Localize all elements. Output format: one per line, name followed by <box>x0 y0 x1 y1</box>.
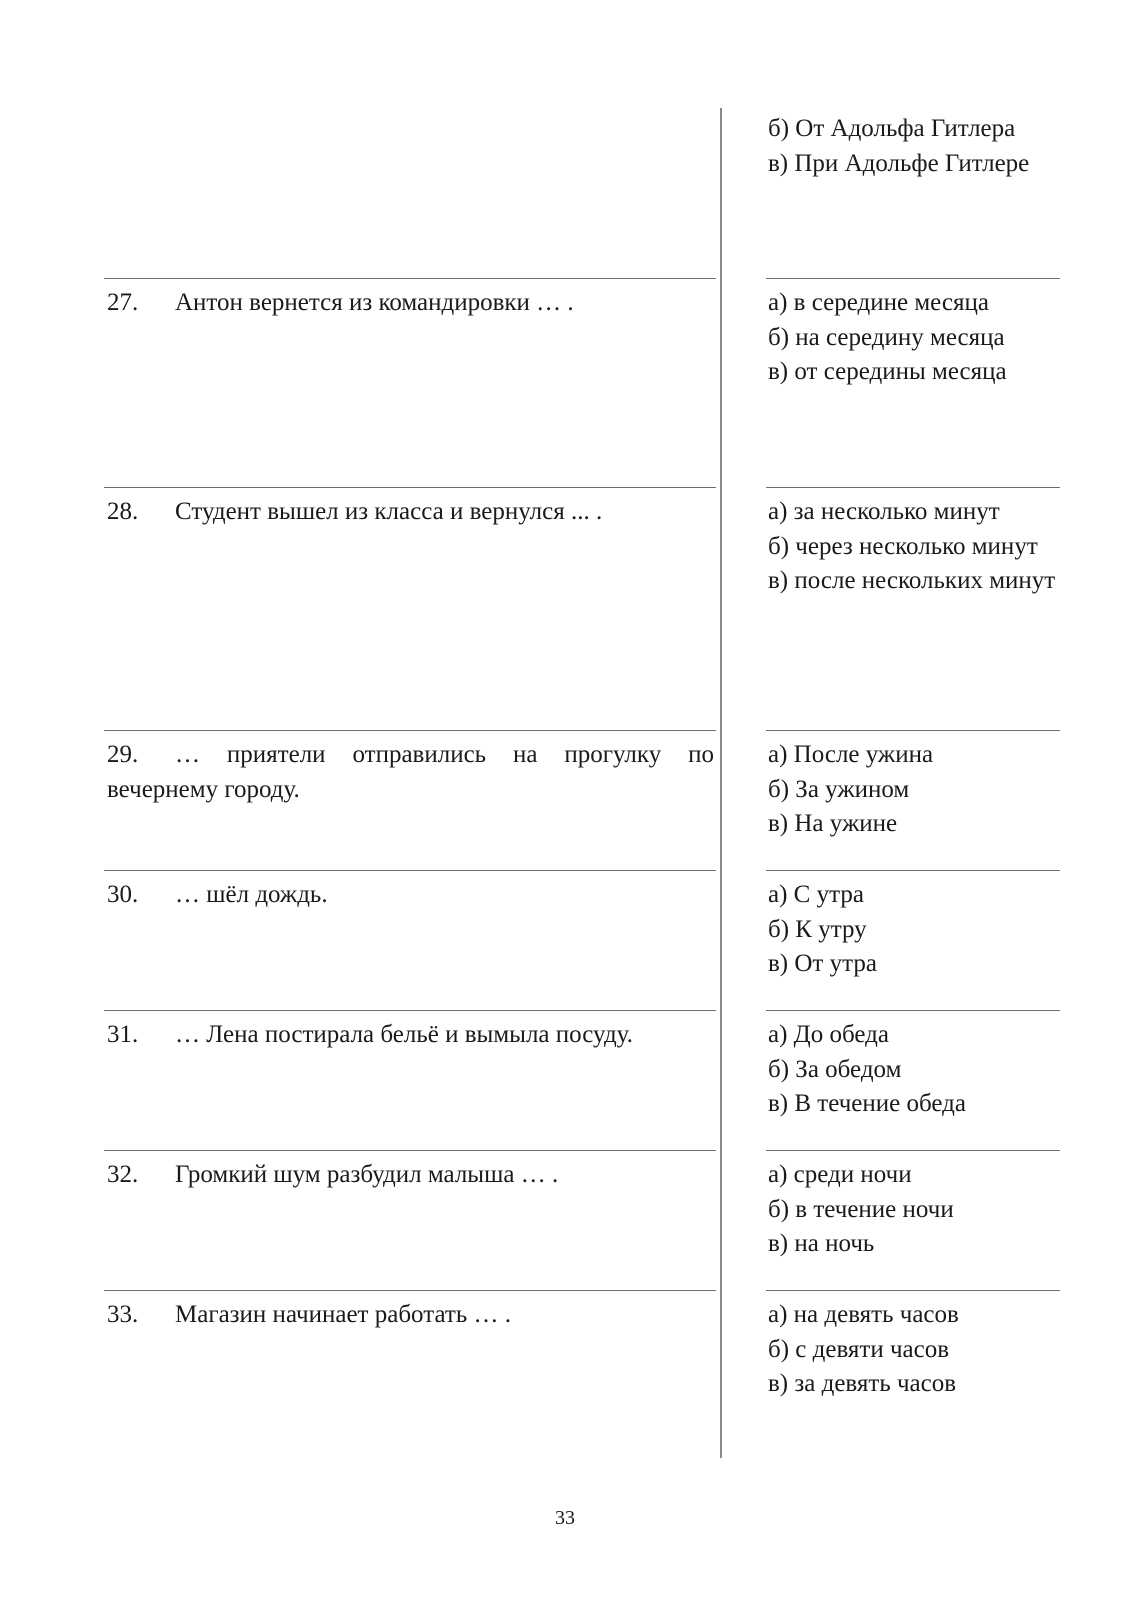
question-number: 28. <box>107 498 139 525</box>
answer-option: б) За ужином <box>768 775 910 803</box>
question-text <box>107 1018 714 1053</box>
question-number: 27. <box>107 289 139 316</box>
answer-option: в) При Адольфе Гитлере <box>768 149 1030 177</box>
question-separator <box>104 870 716 871</box>
answer-option: б) От Адольфа Гитлера <box>768 115 1016 142</box>
question-separator <box>104 487 716 488</box>
answer-option: в) На ужине <box>768 810 898 837</box>
answer-option: в) на ночь <box>768 1230 875 1257</box>
answer-options <box>768 1018 1058 1122</box>
question-number: 31. <box>107 1021 139 1048</box>
question-number: 33. <box>107 1301 139 1328</box>
question-separator <box>104 1150 716 1151</box>
question-text <box>107 495 714 530</box>
answer-option: в) от середины месяца <box>768 358 1007 385</box>
answer-separator <box>766 730 1060 731</box>
answer-option: б) на середину месяца <box>768 323 1005 351</box>
answer-separator <box>766 1010 1060 1011</box>
answer-option: а) за несколько минут <box>768 498 1000 525</box>
question-number: 30. <box>107 881 139 908</box>
answer-option: в) за девять часов <box>768 1370 957 1397</box>
answer-options <box>768 1298 1058 1402</box>
question-separator <box>104 278 716 279</box>
answer-option: б) с девяти часов <box>768 1335 950 1363</box>
column-divider <box>720 108 722 1458</box>
answer-options <box>768 878 1058 982</box>
answer-option: б) через несколько минут <box>768 532 1038 560</box>
answer-option: а) среди ночи <box>768 1161 912 1188</box>
page-number: 33 <box>555 1507 575 1529</box>
answer-options <box>768 112 1058 181</box>
answer-option: а) После ужина <box>768 741 934 768</box>
question-body: … Лена постирала бельё и вымыла посуду. <box>175 1021 633 1048</box>
answer-option: в) В течение обеда <box>768 1090 966 1117</box>
answer-separator <box>766 1150 1060 1151</box>
question-body: Магазин начинает работать … . <box>175 1301 511 1328</box>
answer-option: б) За обедом <box>768 1055 902 1083</box>
question-text <box>107 878 714 913</box>
answer-option: в) после нескольких минут <box>768 567 1056 594</box>
question-number: 32. <box>107 1161 139 1188</box>
answer-separator <box>766 870 1060 871</box>
answer-options <box>768 738 1058 842</box>
answer-option: б) К утру <box>768 915 867 943</box>
question-body: Антон вернется из командировки … . <box>175 289 574 316</box>
question-separator <box>104 1290 716 1291</box>
question-text <box>107 1158 714 1193</box>
question-body: Студент вышел из класса и вернулся ... . <box>175 498 603 525</box>
answer-options <box>768 1158 1058 1262</box>
question-number: 29. <box>107 741 139 768</box>
answer-option: а) С утра <box>768 881 864 908</box>
question-text <box>107 1298 714 1333</box>
question-separator <box>104 1010 716 1011</box>
answer-option: а) на девять часов <box>768 1301 959 1328</box>
answer-separator <box>766 487 1060 488</box>
question-body: … приятели отправились на прогулку по вечернему городу. <box>107 741 714 803</box>
question-text <box>107 286 714 321</box>
answer-option: б) в течение ночи <box>768 1195 954 1223</box>
question-body: … шёл дождь. <box>175 881 328 908</box>
answer-separator <box>766 1290 1060 1291</box>
answer-option: в) От утра <box>768 950 877 977</box>
answer-options <box>768 286 1058 390</box>
question-body: Громкий шум разбудил малыша … . <box>175 1161 559 1188</box>
answer-separator <box>766 278 1060 279</box>
question-text <box>107 738 714 807</box>
answer-options <box>768 495 1058 599</box>
answer-option: а) До обеда <box>768 1021 889 1048</box>
answer-option: а) в середине месяца <box>768 289 989 316</box>
question-separator <box>104 730 716 731</box>
